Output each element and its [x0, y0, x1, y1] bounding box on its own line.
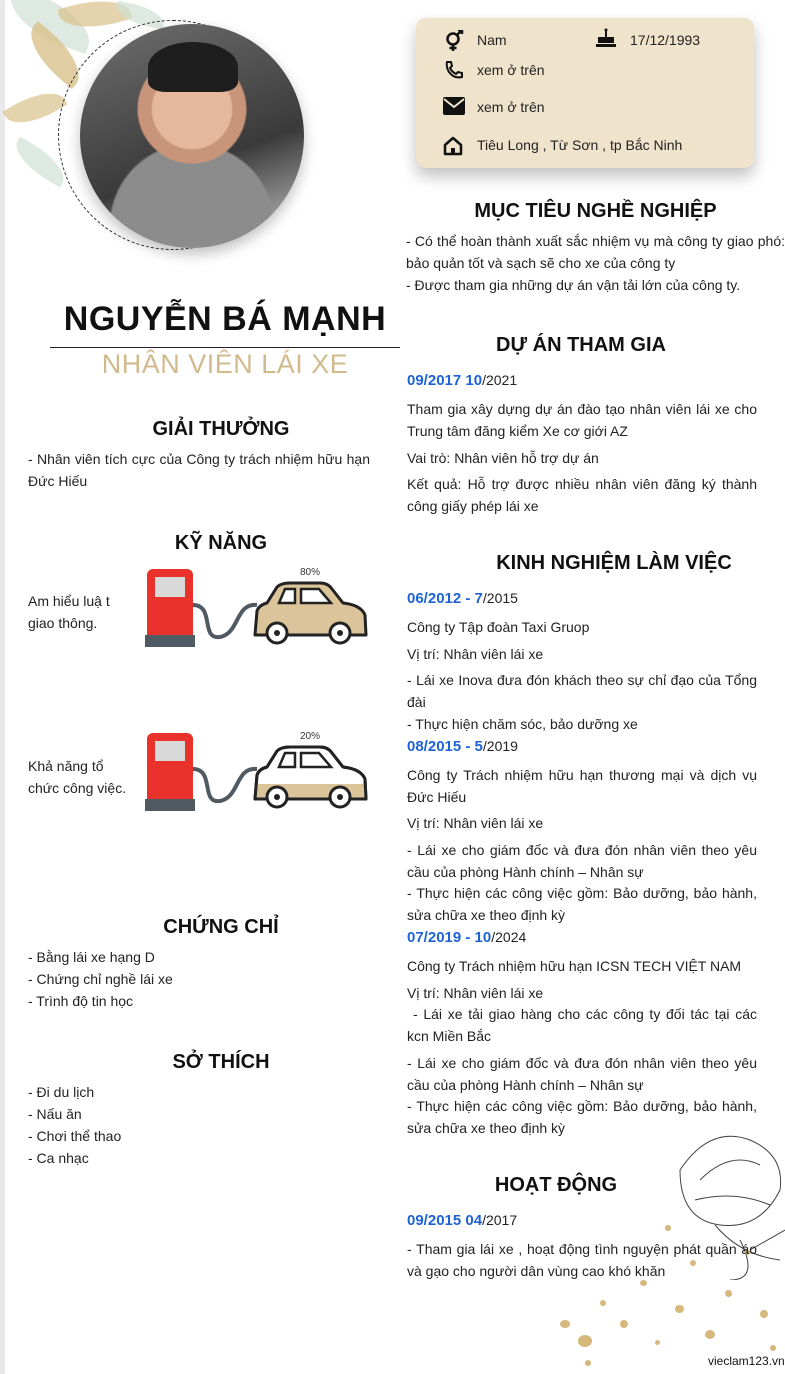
job-duty: - Thực hiện chăm sóc, bảo dưỡng xe	[407, 716, 638, 732]
date-start: 09/2015 04	[407, 1212, 483, 1229]
skill-percent: 80%	[300, 567, 321, 578]
list-item: - Chứng chỉ nghề lái xe	[28, 971, 173, 987]
project-result: Kết quả: Hỗ trợ được nhiều nhân viên đăng ký thành công giấy phép lái xe	[407, 476, 757, 514]
hobbies-list	[28, 1081, 370, 1169]
date-end: /2017	[482, 1212, 518, 1228]
job-position: Vị trí: Nhân viên lái xe	[407, 985, 544, 1001]
list-item: - Nấu ăn	[28, 1106, 82, 1122]
date-end: /2021	[482, 372, 518, 388]
left-edge-bar	[0, 0, 5, 1374]
list-item: - Bằng lái xe hạng D	[28, 949, 155, 965]
skill-label-line: giao thông.	[28, 615, 98, 631]
name-divider	[50, 347, 400, 348]
fuel-pump-icon	[145, 565, 370, 650]
birthday-cake-icon	[596, 28, 616, 48]
list-item: - Trình độ tin học	[28, 993, 134, 1009]
mail-icon	[443, 97, 465, 115]
project-role: Vai trò: Nhân viên hỗ trợ dự án	[407, 450, 599, 466]
awards-title: GIẢI THƯỞNG	[152, 418, 290, 440]
job-date	[407, 929, 526, 946]
watermark: vieclam123.vn	[708, 1354, 785, 1368]
date-start: 09/2017 10	[407, 372, 483, 389]
skills-title: KỸ NĂNG	[174, 532, 268, 554]
experience-title: KINH NGHIỆM LÀM VIỆC	[496, 552, 732, 574]
job-duty: - Lái xe cho giám đốc và đưa đón nhân viên theo yêu cầu của phòng Hành chính – Nhân sự	[407, 842, 757, 880]
certificates-list	[28, 946, 370, 1012]
job-date	[407, 738, 518, 755]
job-position: Vị trí: Nhân viên lái xe	[407, 815, 544, 831]
date-end: /2024	[491, 929, 527, 945]
phone-value: xem ở trên	[477, 62, 545, 78]
skill-percent: 20%	[300, 731, 321, 742]
job-title: NHÂN VIÊN LÁI XE	[101, 349, 349, 379]
date-start: 06/2012 - 7	[407, 590, 483, 607]
skill-label-line: chức công việc.	[28, 780, 127, 796]
gender-value: Nam	[477, 32, 507, 48]
objective-text-2: - Được tham gia những dự án vận tải lớn của công ty.	[406, 277, 741, 293]
candidate-name: NGUYỄN BÁ MẠNH	[63, 300, 387, 338]
date-start: 08/2015 - 5	[407, 738, 483, 755]
list-item: - Ca nhạc	[28, 1150, 89, 1166]
hobbies-title: SỞ THÍCH	[172, 1051, 270, 1073]
activity-description: - Tham gia lái xe , hoạt động tình nguyện phát quần áo và gạo cho người dân vùng cao khó khăn	[407, 1241, 757, 1279]
skill-label-line: Am hiểu luậ t	[28, 593, 110, 609]
job-date	[407, 590, 518, 607]
projects-title: DỰ ÁN THAM GIA	[496, 334, 666, 356]
car-icon	[255, 747, 366, 807]
email-value: xem ở trên	[477, 99, 545, 115]
project-description: Tham gia xây dựng dự án đào tạo nhân viên lái xe cho Trung tâm đăng kiểm Xe cơ giới AZ	[407, 401, 757, 439]
objective-text-1: - Có thể hoàn thành xuất sắc nhiệm vụ mà công ty giao phó: bảo quản tốt và sạch sẽ cho xe của công ty	[406, 233, 785, 271]
job-duty: - Lái xe cho giám đốc và đưa đón nhân viên theo yêu cầu của phòng Hành chính – Nhân sự	[407, 1055, 757, 1093]
list-item: - Chơi thể thao	[28, 1128, 122, 1144]
job-company: Công ty Tập đoàn Taxi Gruop	[407, 619, 590, 635]
skill-meter	[145, 729, 370, 817]
skill-label	[28, 590, 143, 634]
activity-date	[407, 1212, 517, 1229]
job-duty: - Lái xe Inova đưa đón khách theo sự chỉ đạo của Tổng đài	[407, 672, 757, 710]
home-icon	[443, 136, 463, 156]
job-duty: - Thực hiện các công việc gồm: Bảo dưỡng, bảo hành, sửa chữa xe theo định kỳ	[407, 885, 757, 923]
objective-title: MỤC TIÊU NGHỀ NGHIỆP	[474, 200, 717, 222]
avatar	[80, 24, 304, 248]
skill-label	[28, 755, 143, 799]
job-company: Công ty Trách nhiệm hữu hạn thương mại và dịch vụ Đức Hiếu	[407, 767, 757, 805]
date-end: /2019	[482, 738, 518, 754]
fuel-pump-icon	[145, 729, 370, 814]
job-company: Công ty Trách nhiệm hữu hạn ICSN TECH VIỆT NAM	[407, 958, 742, 974]
skill-label-line: Khả năng tổ	[28, 758, 104, 774]
phone-icon	[444, 60, 464, 80]
gender-icon	[442, 30, 464, 52]
job-duty: - Lái xe tải giao hàng cho các công ty đối tác tại các kcn Miền Bắc	[407, 1006, 757, 1044]
list-item: - Đi du lịch	[28, 1084, 95, 1100]
birthday-value: 17/12/1993	[630, 32, 701, 48]
car-icon	[255, 583, 366, 643]
job-duty: - Thực hiện các công việc gồm: Bảo dưỡng, bảo hành, sửa chữa xe theo định kỳ	[407, 1098, 757, 1136]
date-start: 07/2019 - 10	[407, 929, 492, 946]
awards-text: - Nhân viên tích cực của Công ty trách nhiệm hữu hạn Đức Hiếu	[28, 451, 370, 489]
job-position: Vị trí: Nhân viên lái xe	[407, 646, 544, 662]
certificates-title: CHỨNG CHỈ	[163, 916, 279, 938]
date-end: /2015	[482, 590, 518, 606]
address-value: Tiêu Long , Từ Sơn , tp Bắc Ninh	[477, 137, 683, 153]
activities-title: HOẠT ĐỘNG	[494, 1174, 618, 1196]
skill-meter	[145, 565, 370, 653]
project-date	[407, 372, 517, 389]
